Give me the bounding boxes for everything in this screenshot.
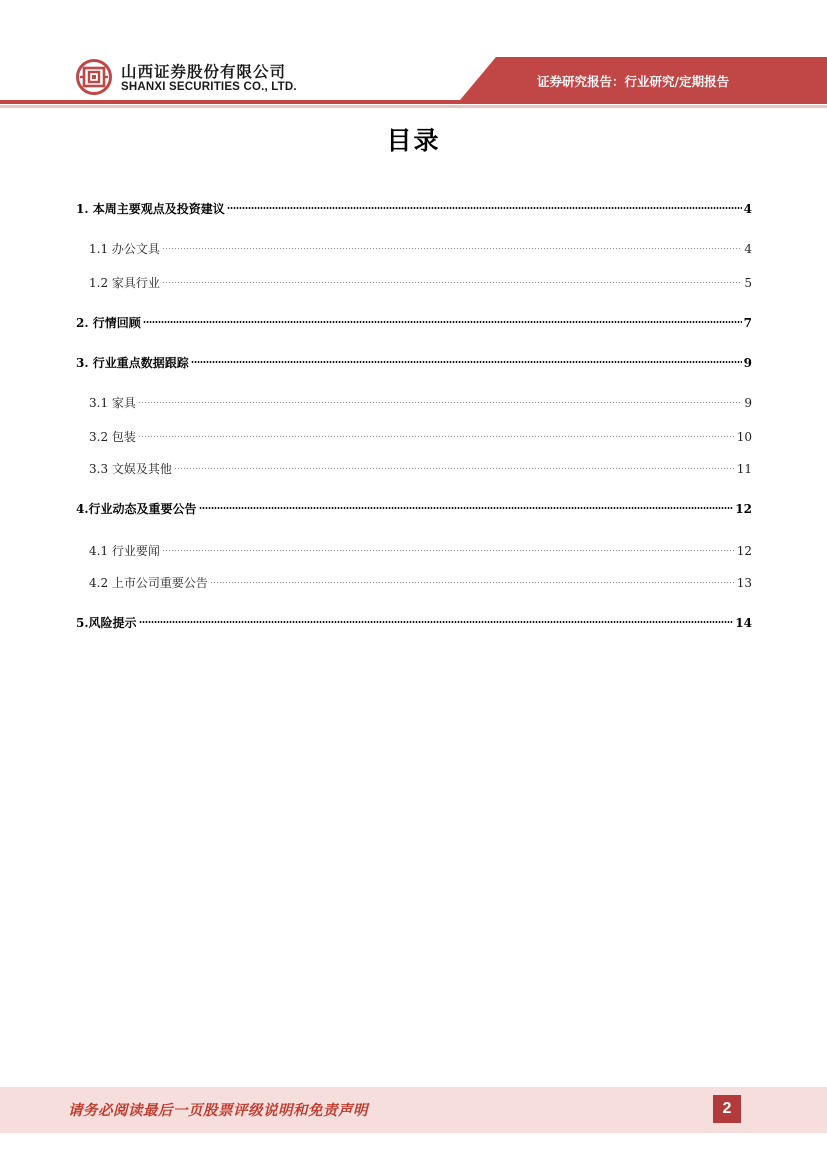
toc-entry[interactable] xyxy=(89,389,752,410)
toc-entry[interactable] xyxy=(76,195,752,216)
toc-entry-label: 3.2 包装 xyxy=(89,430,136,444)
toc-entry-label: 3.1 家具 xyxy=(89,396,136,410)
toc-page-number: 12 xyxy=(736,544,752,558)
toc-entry-label: 4.1 行业要闻 xyxy=(89,544,160,558)
page-number: 2 xyxy=(713,1095,741,1123)
toc-page-number: 11 xyxy=(736,462,752,476)
toc-entry[interactable] xyxy=(89,455,752,476)
toc-entry-label: 3.3 文娱及其他 xyxy=(89,462,172,476)
toc-entry-label: 1.1 办公文具 xyxy=(89,242,160,256)
toc-entry-label: 1. 本周主要观点及投资建议 xyxy=(76,202,225,216)
toc-dot-leader xyxy=(199,495,734,513)
toc-page-number: 4 xyxy=(743,202,752,216)
toc-page-number: 5 xyxy=(744,276,752,290)
toc-dot-leader xyxy=(138,423,735,441)
toc-dot-leader xyxy=(174,455,735,473)
report-type-label: 证券研究报告：行业研究/定期报告 xyxy=(537,74,730,89)
toc-page-number: 7 xyxy=(743,316,752,330)
page-title: 目录 xyxy=(386,126,441,155)
company-name-cn: 山西证券股份有限公司 xyxy=(121,63,287,81)
toc-page-number: 9 xyxy=(743,356,752,370)
toc-entry-label: 1.2 家具行业 xyxy=(89,276,160,290)
header-divider-light xyxy=(0,105,827,108)
toc-entry[interactable] xyxy=(89,235,752,256)
disclaimer-note: 请务必阅读最后一页股票评级说明和免责声明 xyxy=(68,1102,368,1119)
toc-entry[interactable] xyxy=(76,609,752,630)
toc-dot-leader xyxy=(143,309,742,327)
header-divider xyxy=(0,100,827,104)
toc-page-number: 10 xyxy=(736,430,752,444)
toc-entry-label: 4.2 上市公司重要公告 xyxy=(89,576,208,590)
toc-page-number: 4 xyxy=(744,242,752,256)
toc-dot-leader xyxy=(138,389,742,407)
toc-entry[interactable] xyxy=(76,495,752,516)
toc-dot-leader xyxy=(162,537,735,555)
toc-entry[interactable] xyxy=(89,269,752,290)
toc-dot-leader xyxy=(162,235,742,253)
toc-entry-label: 3. 行业重点数据跟踪 xyxy=(76,356,189,370)
company-name-en: SHANXI SECURITIES CO., LTD. xyxy=(121,81,297,93)
toc-page-number: 12 xyxy=(735,502,752,516)
toc-entry[interactable] xyxy=(89,569,752,590)
toc-dot-leader xyxy=(139,609,734,627)
toc-dot-leader xyxy=(210,569,735,587)
toc-entry[interactable] xyxy=(76,349,752,370)
toc-entry[interactable] xyxy=(89,537,752,558)
toc-entry[interactable] xyxy=(89,423,752,444)
toc-dot-leader xyxy=(162,269,742,287)
toc-page-number: 13 xyxy=(736,576,752,590)
report-header xyxy=(0,0,827,112)
toc-dot-leader xyxy=(227,195,742,213)
toc-entry[interactable] xyxy=(76,309,752,330)
toc-dot-leader xyxy=(191,349,742,367)
toc-entry-label: 5.风险提示 xyxy=(76,616,137,630)
toc-entry-label: 4.行业动态及重要公告 xyxy=(76,502,197,516)
toc-page-number: 14 xyxy=(735,616,752,630)
toc-page-number: 9 xyxy=(744,396,752,410)
shanxi-securities-logo-icon xyxy=(76,59,112,95)
toc-entry-label: 2. 行情回顾 xyxy=(76,316,141,330)
